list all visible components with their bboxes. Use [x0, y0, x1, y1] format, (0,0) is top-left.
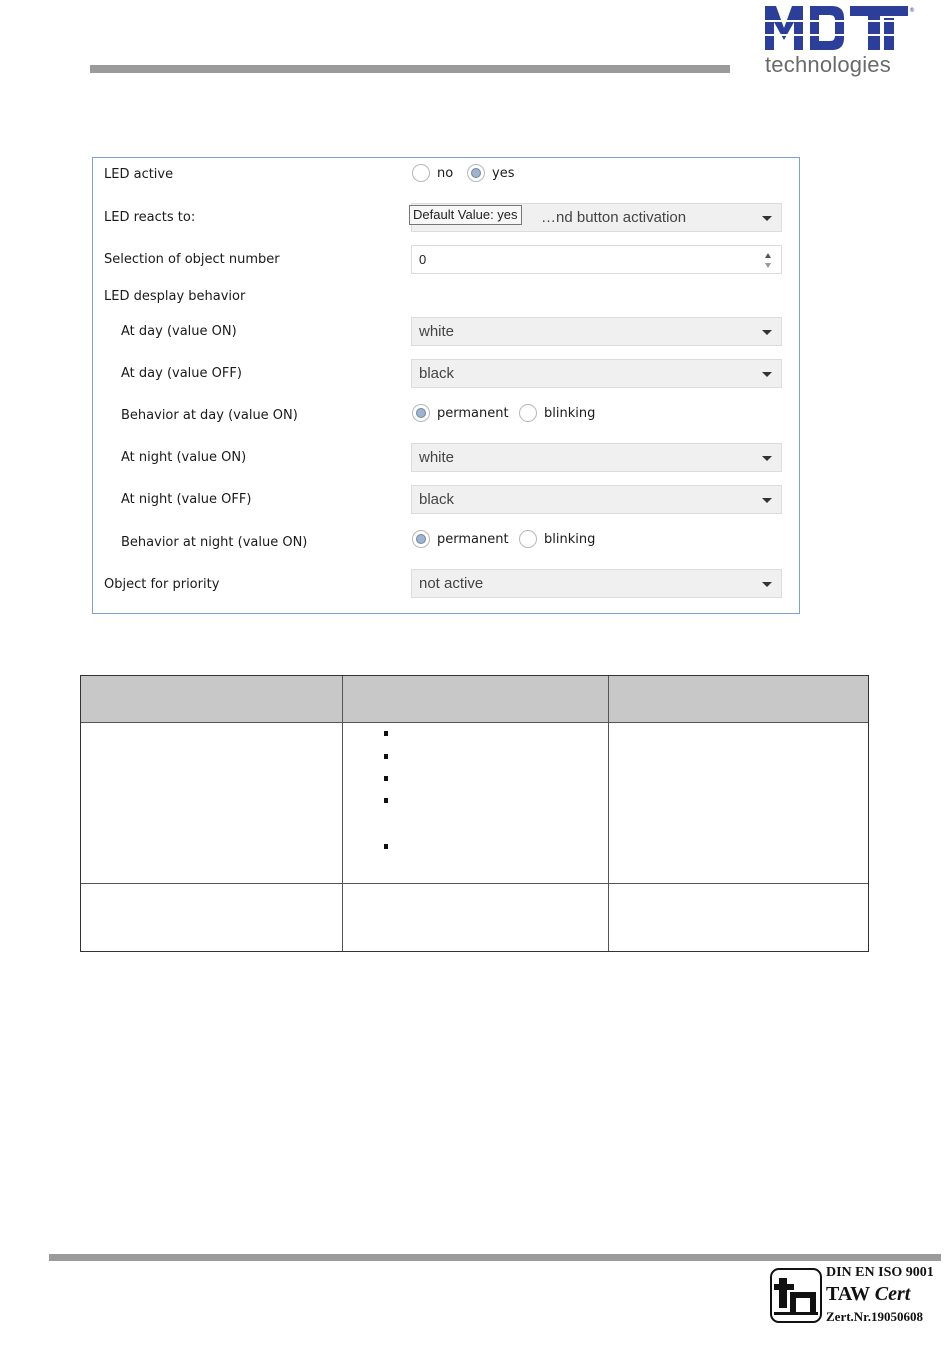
night-on-value: white	[419, 449, 455, 466]
behavior-day-permanent-label: permanent	[437, 406, 509, 421]
night-off-value: black	[419, 491, 455, 508]
cert-issuer	[826, 1283, 910, 1306]
night-off-label: At night (value OFF)	[121, 492, 252, 507]
list-bullet	[384, 731, 388, 736]
header-rule	[90, 65, 730, 73]
behavior-day-label: Behavior at day (value ON)	[121, 408, 298, 423]
behavior-night-blinking-label: blinking	[544, 532, 596, 547]
led-active-label: LED active	[104, 167, 174, 182]
list-bullet	[384, 776, 388, 781]
chevron-down-icon	[762, 372, 772, 377]
priority-value: not active	[419, 575, 484, 592]
display-behavior-heading: LED desplay behavior	[104, 289, 246, 304]
cert-number: Zert.Nr.19050608	[826, 1309, 924, 1324]
led-reacts-label: LED reacts to:	[104, 210, 196, 225]
svg-text:®: ®	[909, 7, 915, 14]
spin-up-icon[interactable]	[765, 253, 771, 258]
footer-rule	[49, 1254, 941, 1261]
behavior-night-blinking-radio[interactable]	[519, 530, 537, 548]
led-reacts-value: …nd button activation	[541, 209, 687, 226]
behavior-night-permanent-label: permanent	[437, 532, 509, 547]
table-column-divider	[608, 676, 609, 951]
chevron-down-icon	[762, 582, 772, 587]
night-off-dropdown[interactable]	[411, 485, 782, 514]
default-value-tooltip: Default Value: yes	[409, 205, 522, 225]
spin-down-icon[interactable]	[765, 263, 771, 268]
list-bullet	[384, 754, 388, 759]
list-bullet	[384, 798, 388, 803]
priority-label: Object for priority	[104, 577, 220, 592]
object-number-value: 0	[419, 252, 427, 267]
cert-issuer-cert: Cert	[874, 1283, 911, 1305]
object-number-label: Selection of object number	[104, 252, 280, 267]
chevron-down-icon	[762, 498, 772, 503]
day-off-value: black	[419, 365, 455, 382]
priority-dropdown[interactable]	[411, 569, 782, 598]
day-on-value: white	[419, 323, 455, 340]
behavior-night-permanent-radio[interactable]	[412, 530, 430, 548]
led-active-yes-label: yes	[492, 166, 515, 181]
table-divider	[81, 883, 868, 884]
day-off-label: At day (value OFF)	[121, 366, 242, 381]
table-divider	[81, 722, 868, 723]
cert-issuer-taw: TAW	[826, 1283, 870, 1305]
behavior-day-blinking-label: blinking	[544, 406, 596, 421]
day-on-label: At day (value ON)	[121, 324, 237, 339]
day-off-dropdown[interactable]	[411, 359, 782, 388]
night-on-label: At night (value ON)	[121, 450, 247, 465]
logo-wordmark: technologies	[765, 52, 891, 77]
day-on-dropdown[interactable]	[411, 317, 782, 346]
night-on-dropdown[interactable]	[411, 443, 782, 472]
led-active-no-radio[interactable]	[412, 164, 430, 182]
chevron-down-icon	[762, 216, 772, 221]
chevron-down-icon	[762, 330, 772, 335]
led-active-no-label: no	[437, 166, 454, 181]
parameter-table	[80, 675, 869, 952]
behavior-day-permanent-radio[interactable]	[412, 404, 430, 422]
behavior-day-blinking-radio[interactable]	[519, 404, 537, 422]
taw-cert-logo	[770, 1268, 822, 1323]
chevron-down-icon	[762, 456, 772, 461]
table-column-divider	[342, 676, 343, 951]
object-number-stepper[interactable]	[411, 245, 782, 274]
cert-standard: DIN EN ISO 9001	[826, 1265, 934, 1280]
led-active-yes-radio[interactable]	[467, 164, 485, 182]
behavior-night-label: Behavior at night (value ON)	[121, 535, 308, 550]
list-bullet	[384, 844, 388, 849]
